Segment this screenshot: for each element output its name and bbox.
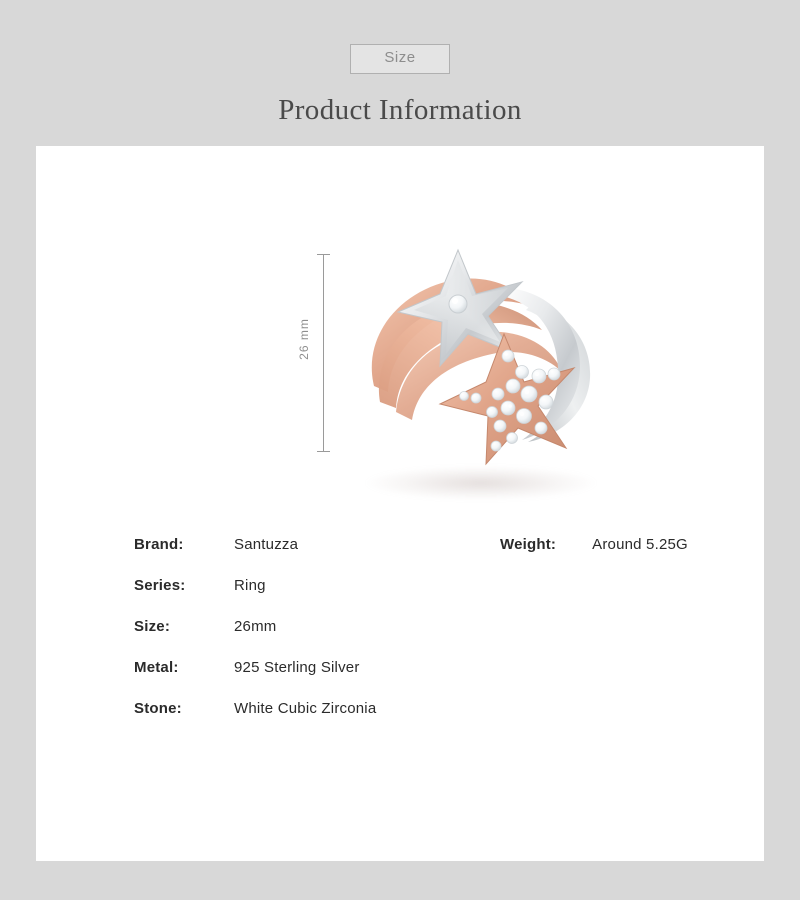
- size-measurement: [292, 254, 336, 452]
- spec-label-brand: Brand:: [134, 536, 184, 553]
- spec-value-metal: 925 Sterling Silver: [234, 659, 360, 676]
- spec-value-stone: White Cubic Zirconia: [234, 700, 377, 717]
- page-header: [0, 0, 800, 127]
- spec-value-series: Ring: [234, 577, 266, 594]
- ring-illustration: [336, 216, 626, 506]
- spec-label-stone: Stone:: [134, 700, 182, 717]
- spec-row-stone: [36, 700, 764, 741]
- spec-label-size: Size:: [134, 618, 171, 635]
- spec-row-size: [36, 618, 764, 659]
- specifications-list: [36, 536, 764, 741]
- product-image-area: [36, 146, 764, 536]
- spec-label-series: Series:: [134, 577, 186, 594]
- spec-row-brand: [36, 536, 764, 577]
- spec-row-metal: [36, 659, 764, 700]
- spec-value-weight: Around 5.25G: [592, 536, 688, 553]
- spec-row-series: [36, 577, 764, 618]
- starfish-ring-image: [336, 216, 626, 506]
- page-title: Product Information: [278, 93, 522, 126]
- measurement-label: 26 mm: [297, 318, 311, 360]
- spec-value-brand: Santuzza: [234, 536, 299, 553]
- size-tag: Size: [350, 44, 450, 74]
- spec-value-size: 26mm: [234, 618, 277, 635]
- spec-label-metal: Metal:: [134, 659, 179, 676]
- spec-label-weight: Weight:: [500, 536, 557, 553]
- measurement-cap-top: [317, 254, 330, 255]
- content-card: [36, 146, 764, 861]
- measurement-line: [323, 254, 324, 452]
- measurement-cap-bottom: [317, 451, 330, 452]
